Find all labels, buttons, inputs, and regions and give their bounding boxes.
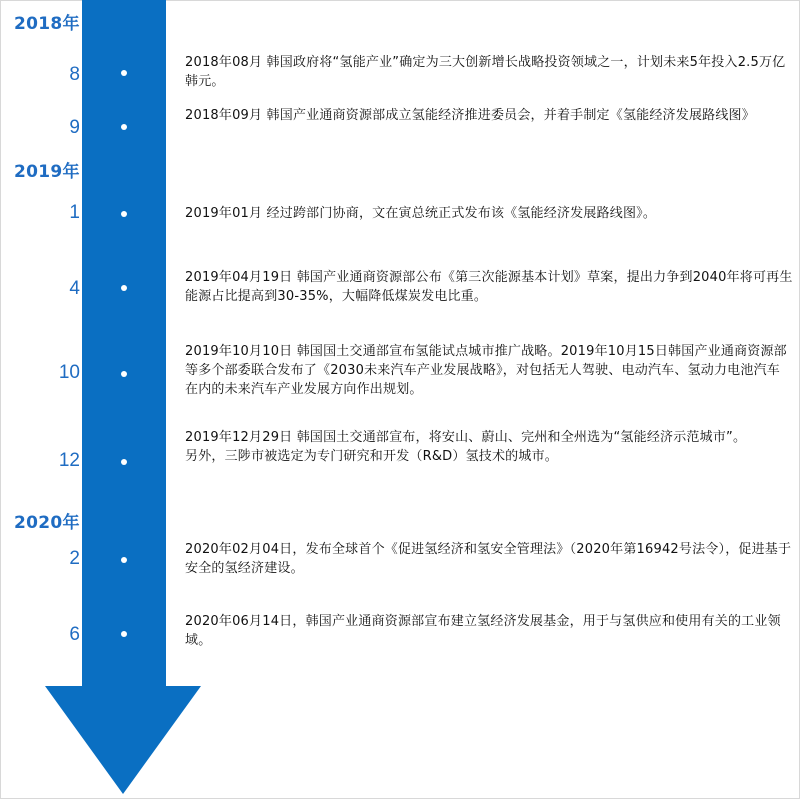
month-marker: 10 — [58, 362, 80, 383]
timeline-dot — [121, 211, 127, 217]
timeline-dot — [121, 70, 127, 76]
timeline-dot — [121, 459, 127, 465]
month-marker: 2 — [69, 548, 80, 569]
timeline-dot — [121, 557, 127, 563]
timeline-event — [185, 106, 793, 125]
timeline-event — [185, 268, 793, 306]
year-label-2019: 2019年 — [14, 162, 80, 182]
timeline-event — [185, 612, 793, 650]
event-text: 2019年04月19日 韩国产业通商资源部公布《第三次能源基本计划》草案，提出力争到2040年将可再生能源占比提高到30-35%，大幅降低煤炭发电比重。 — [185, 270, 793, 304]
month-marker: 8 — [69, 64, 80, 85]
month-marker: 1 — [69, 202, 80, 223]
month-marker: 4 — [69, 278, 80, 299]
timeline-dot — [121, 124, 127, 130]
month-marker: 12 — [58, 450, 80, 471]
event-text: 2019年01月 经过跨部门协商，文在寅总统正式发布该《氢能经济发展路线图》。 — [185, 206, 657, 221]
timeline-event — [185, 53, 793, 91]
event-text: 2020年06月14日，韩国产业通商资源部宣布建立氢经济发展基金，用于与氢供应和使用有关的工业领域。 — [185, 614, 781, 648]
timeline-event — [185, 540, 793, 578]
month-marker: 6 — [69, 624, 80, 645]
timeline-event — [185, 342, 793, 399]
timeline-event — [185, 428, 793, 466]
year-label-2018: 2018年 — [14, 14, 80, 34]
year-label-2020: 2020年 — [14, 513, 80, 533]
event-text: 2020年02月04日，发布全球首个《促进氢经济和氢安全管理法》（2020年第16942号法令），促进基于安全的氢经济建设。 — [185, 542, 792, 576]
timeline-dot — [121, 371, 127, 377]
timeline-dot — [121, 285, 127, 291]
timeline-arrow-shaft — [82, 0, 166, 690]
event-text: 2018年08月 韩国政府将“氢能产业”确定为三大创新增长战略投资领域之一，计划未来5年投入2.5万亿韩元。 — [185, 55, 786, 89]
event-text: 2018年09月 韩国产业通商资源部成立氢能经济推进委员会，并着手制定《氢能经济发展路线图》 — [185, 108, 755, 123]
event-text: 另外，三陟市被选定为专门研究和开发（R&D）氢技术的城市。 — [185, 449, 558, 464]
timeline-event — [185, 204, 793, 223]
timeline-dot — [121, 631, 127, 637]
event-text: 2019年10月10日 韩国国土交通部宣布氢能试点城市推广战略。2019年10月15日韩国产业通商资源部等多个部委联合发布了《2030未来汽车产业发展战略》，对包括无人驾驶、电动汽车、氢动力电池汽车在内的未来汽车产业发展方向作出规划。 — [185, 344, 787, 397]
event-text: 2019年12月29日 韩国国土交通部宣布，将安山、蔚山、完州和全州选为“氢能经济示范城市”。 — [185, 430, 747, 445]
timeline-arrowhead-icon — [45, 686, 201, 794]
month-marker: 9 — [69, 117, 80, 138]
